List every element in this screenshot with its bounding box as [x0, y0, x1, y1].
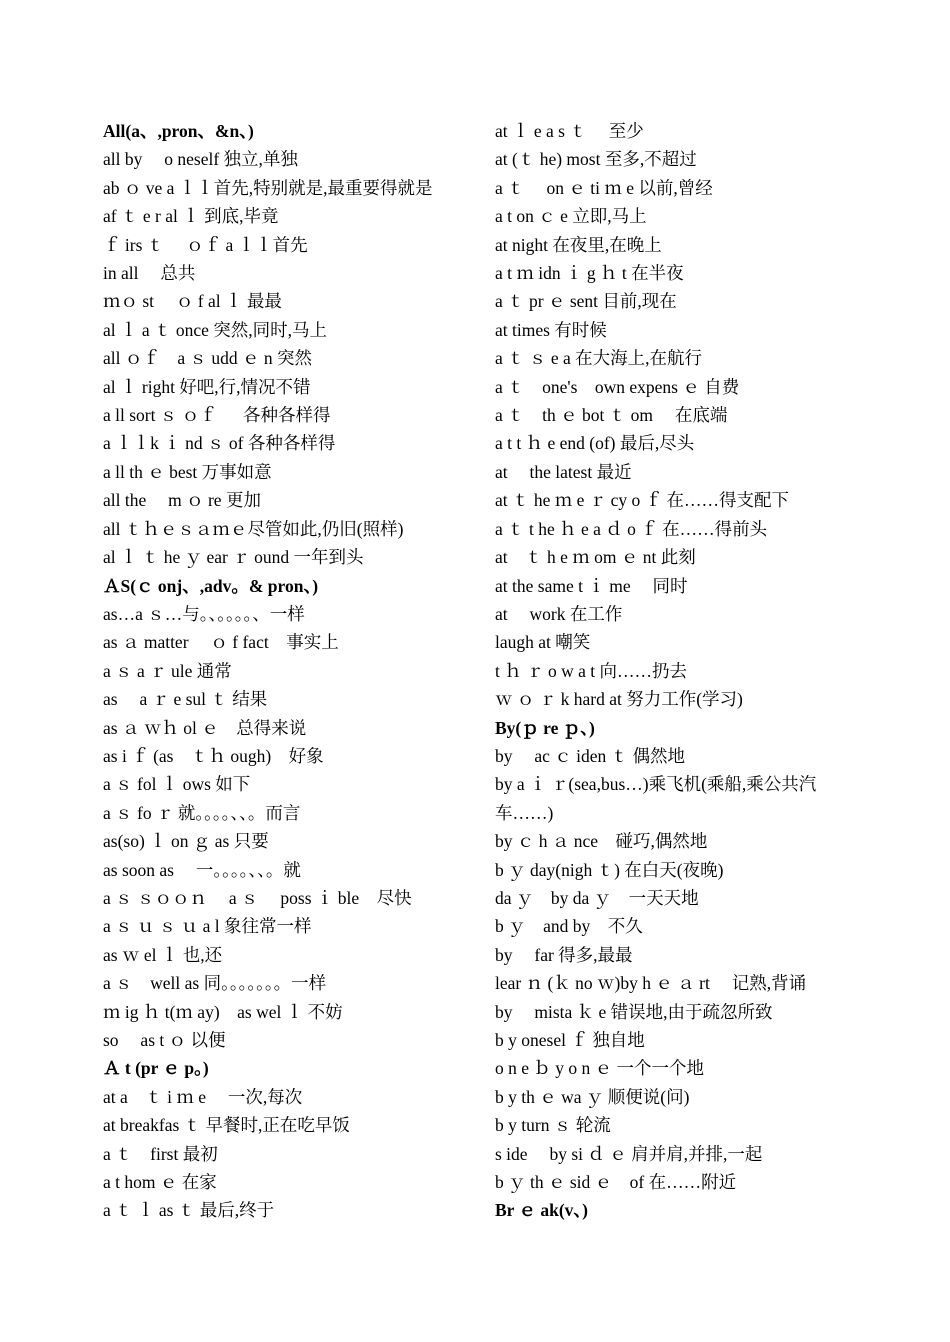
phrase-entry: a ｓ ｕ ｓ ｕ a l 象往常一样: [103, 916, 312, 937]
phrase-entry: b y th ｅ wa ｙ 顺便说(问): [495, 1086, 690, 1107]
section-heading: ＡS(ｃ onj、,adv。& pron、): [103, 575, 319, 596]
phrase-entry: a ll sort ｓ ｏｆ 各种各样得: [103, 405, 331, 426]
section-heading: All(a、,pron、&n、): [103, 121, 254, 141]
phrase-entry: al ｌ right 好吧,行,情况不错: [103, 376, 311, 397]
phrase-entry: by ｃ h ａ nce 碰巧,偶然地: [495, 831, 708, 852]
phrase-entry: a ｔ t he ｈ e a ｄ o ｆ 在……得前头: [495, 518, 768, 539]
phrase-entry: al ｌ ｔ he ｙ ear ｒ ound 一年到头: [103, 547, 364, 568]
phrase-entry: all ｔｈｅｓａｍｅ尽管如此,仍旧(照样): [103, 518, 404, 539]
phrase-entry: as ａ matter ｏ f fact 事实上: [103, 632, 339, 653]
phrase-entry: t ｈ ｒ o w a t 向……扔去: [495, 660, 688, 681]
phrase-entry: ｆ irs ｔ ｏｆ a ｌｌ首先: [103, 234, 308, 255]
phrase-entry: a t ｍ idn ｉ g ｈ t 在半夜: [495, 263, 684, 284]
phrase-entry: ｍｏ st ｏ f al ｌ 最最: [103, 291, 282, 312]
section-heading: Ａ t (pr ｅ p。): [103, 1058, 209, 1079]
phrase-entry: so as t ｏ 以便: [103, 1030, 226, 1050]
phrase-entry: at the latest 最近: [495, 461, 632, 482]
phrase-entry: as ａ ｗｈ ol ｅ 总得来说: [103, 717, 307, 738]
phrase-entry: a ｔ ｌ as ｔ 最后,终于: [103, 1200, 275, 1221]
phrase-entry: al ｌ a ｔ once 突然,同时,马上: [103, 319, 328, 340]
phrase-entry: a ｔ ｓ e a 在大海上,在航行: [495, 348, 703, 369]
phrase-entry: at breakfas ｔ 早餐时,正在吃早饭: [103, 1115, 350, 1136]
phrase-entry: by a ｉ ｒ(sea,bus…)乘飞机(乘船,乘公共汽车……): [495, 774, 817, 823]
phrase-entry: a ｔ one's own expens ｅ 自费: [495, 376, 740, 397]
phrase-entry: as ｗ el ｌ 也,还: [103, 944, 223, 965]
phrase-entry: at the same t ｉ me 同时: [495, 575, 688, 596]
phrase-entry: at ｔ he ｍ e ｒ cy o ｆ 在……得支配下: [495, 490, 790, 511]
phrase-entry: b y onesel ｆ 独自地: [495, 1030, 645, 1050]
phrase-entry: a ｔ on ｅ ti ｍ e 以前,曾经: [495, 177, 713, 198]
phrase-entry: at ｌ e a s ｔ 至少: [495, 121, 644, 141]
phrase-entry: all by o neself 独立,单独: [103, 149, 298, 170]
phrase-entry: at (ｔ he) most 至多,不超过: [495, 149, 697, 170]
right-column: [495, 117, 855, 1225]
phrase-entry: as soon as 一。。。。、、。就: [103, 859, 301, 880]
phrase-entry: a ｓ a ｒ ule 通常: [103, 660, 232, 681]
phrase-entry: a ｔ first 最初: [103, 1143, 218, 1164]
phrase-entry: at night 在夜里,在晚上: [495, 234, 662, 255]
left-column: [103, 117, 463, 1225]
phrase-entry: all the m ｏ re 更加: [103, 490, 261, 511]
section-heading: By(ｐ re ｐ、): [495, 717, 595, 738]
phrase-entry: a ｔ pr ｅ sent 目前,现在: [495, 291, 677, 312]
phrase-entry: da ｙ by da ｙ 一天天地: [495, 887, 699, 908]
phrase-entry: at ｔ h e ｍ om ｅ nt 此刻: [495, 547, 696, 568]
phrase-entry: by ac ｃ iden ｔ 偶然地: [495, 745, 686, 766]
phrase-entry: a ll th ｅ best 万事如意: [103, 461, 272, 482]
phrase-entry: a ｓ ｓｏｏｎ a ｓ poss ｉ ble 尽快: [103, 887, 412, 908]
phrase-entry: at a ｔ i ｍ e 一次,每次: [103, 1086, 303, 1107]
section-heading: Br ｅ ak(v、): [495, 1200, 589, 1221]
phrase-entry: ｍ ig ｈ t(ｍ ay) as wel ｌ 不妨: [103, 1001, 343, 1022]
phrase-entry: a ｓ fol ｌ ows 如下: [103, 774, 251, 795]
phrase-entry: b ｙ and by 不久: [495, 916, 643, 937]
phrase-entry: all ｏｆ a ｓ udd ｅ n 突然: [103, 348, 313, 369]
phrase-entry: a t hom ｅ 在家: [103, 1172, 217, 1193]
phrase-entry: s ide by si ｄ ｅ 肩并肩,并排,一起: [495, 1143, 763, 1164]
phrase-entry: af ｔ e r al ｌ 到底,毕竟: [103, 206, 279, 227]
phrase-entry: at work 在工作: [495, 603, 623, 624]
phrase-entry: as…a ｓ…与。、。。。。、一样: [103, 603, 305, 624]
phrase-entry: a t on ｃ e 立即,马上: [495, 206, 647, 227]
phrase-entry: b ｙ day(nigh ｔ) 在白天(夜晚): [495, 859, 724, 880]
phrase-entry: a t t ｈ e end (of) 最后,尽头: [495, 433, 695, 454]
phrase-entry: a ｔ th ｅ bot ｔ om 在底端: [495, 405, 728, 426]
phrase-entry: laugh at 嘲笑: [495, 632, 591, 653]
phrase-entry: in all 总共: [103, 263, 196, 284]
phrase-entry: lear ｎ (ｋ no ｗ)by h ｅ ａ rt 记熟,背诵: [495, 973, 807, 994]
phrase-entry: by far 得多,最最: [495, 944, 633, 965]
phrase-entry: a ｌｌk ｉ nd ｓ of 各种各样得: [103, 433, 336, 454]
phrase-entry: ｗ ｏ ｒ k hard at 努力工作(学习): [495, 689, 743, 710]
phrase-entry: ab ｏ ve a ｌｌ首先,特别就是,最重要得就是: [103, 177, 433, 198]
phrase-entry: o n e ｂ y o n ｅ 一个一个地: [495, 1058, 705, 1079]
phrase-entry: by mista ｋ e 错误地,由于疏忽所致: [495, 1001, 773, 1022]
phrase-entry: b ｙ th ｅ sid ｅ of 在……附近: [495, 1172, 737, 1193]
phrase-entry: a ｓ well as 同。。。。。。。一样: [103, 973, 327, 994]
phrase-entry: as i ｆ (as ｔｈ ough) 好象: [103, 745, 324, 766]
phrase-entry: as(so) ｌ on ｇ as 只要: [103, 831, 269, 852]
phrase-entry: b y turn ｓ 轮流: [495, 1115, 611, 1136]
phrase-entry: as a ｒ e sul ｔ 结果: [103, 689, 268, 710]
phrase-entry: a ｓ fo ｒ 就。。。。、、。而言: [103, 802, 301, 823]
phrase-entry: at times 有时候: [495, 319, 607, 340]
